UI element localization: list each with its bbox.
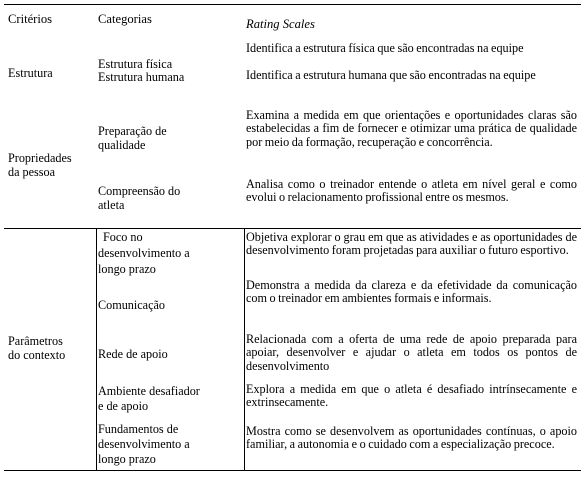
criterion-propriedades-line1: Propriedades [8, 151, 72, 165]
header-categorias: Categorias [98, 12, 152, 26]
category-foco-line1: Foco no [103, 230, 143, 244]
header-rating-scales: Rating Scales [246, 17, 315, 31]
category-estrutura-fisica: Estrutura física [98, 57, 173, 71]
description-compreensao: Analisa como o treinador entende o atleta em nível geral e como evolui o relacionamento profissional entre os mesmos. [246, 177, 577, 205]
header-criterios: Critérios [8, 12, 53, 26]
category-ambiente-line1: Ambiente desafiador [98, 384, 200, 398]
description-estrutura-humana: Identifica a estrutura humana que são encontradas na equipe [246, 68, 536, 82]
category-fundamentos-line2: desenvolvimento a [98, 437, 190, 451]
column-divider-left [96, 229, 97, 470]
description-ambiente: Explora a medida em que o atleta é desafiado intrínsecamente e extrinsecamente. [246, 382, 577, 410]
description-foco: Objetiva explorar o grau em que as atividades e as oportunidades de desenvolvimento foram projetadas para auxiliar o futuro esportivo. [246, 230, 577, 258]
category-foco-line3: longo prazo [98, 262, 156, 276]
category-ambiente-line2: e de apoio [98, 399, 149, 413]
category-fundamentos-line3: longo prazo [98, 452, 156, 466]
column-divider-right [244, 229, 245, 470]
criterion-estrutura: Estrutura [8, 66, 53, 80]
table-bottom-rule [4, 470, 581, 471]
category-compreensao-line2: atleta [98, 198, 125, 212]
description-rede-de-apoio: Relacionada com a oferta de uma rede de apoio preparada para apoiar, desenvolver e ajudar o atleta em todos os pontos de desenvolvimento [246, 332, 577, 373]
category-preparacao-line1: Preparação de [98, 124, 167, 138]
description-preparacao: Examina a medida em que orientações e oportunidades claras são estabelecidas a fim de fornecer e otimizar uma prática de qualidade por meio da formação, recuperação e concorrência. [246, 108, 577, 149]
description-comunicacao: Demonstra a medida da clareza e da efetividade da comunicação com o treinador em ambientes formais e informais. [246, 278, 577, 306]
criterion-propriedades-line2: da pessoa [8, 165, 56, 179]
category-preparacao-line2: qualidade [98, 138, 146, 152]
criterion-parametros-line1: Parâmetros [8, 334, 63, 348]
category-compreensao-line1: Compreensão do [98, 184, 181, 198]
description-estrutura-fisica: Identifica a estrutura física que são encontradas na equipe [246, 41, 524, 55]
category-estrutura-humana: Estrutura humana [98, 70, 185, 84]
category-rede-de-apoio: Rede de apoio [98, 347, 168, 361]
category-fundamentos-line1: Fundamentos de [98, 422, 179, 436]
section-divider [4, 228, 581, 229]
category-foco-line2: desenvolvimento a [98, 246, 190, 260]
category-comunicacao: Comunicação [98, 298, 166, 312]
criterion-parametros-line2: do contexto [8, 348, 66, 362]
table-top-rule [4, 4, 581, 5]
description-fundamentos: Mostra como se desenvolvem as oportunidades contínuas, o apoio familiar, a autonomia e o cuidado com a especialização precoce. [246, 424, 577, 452]
